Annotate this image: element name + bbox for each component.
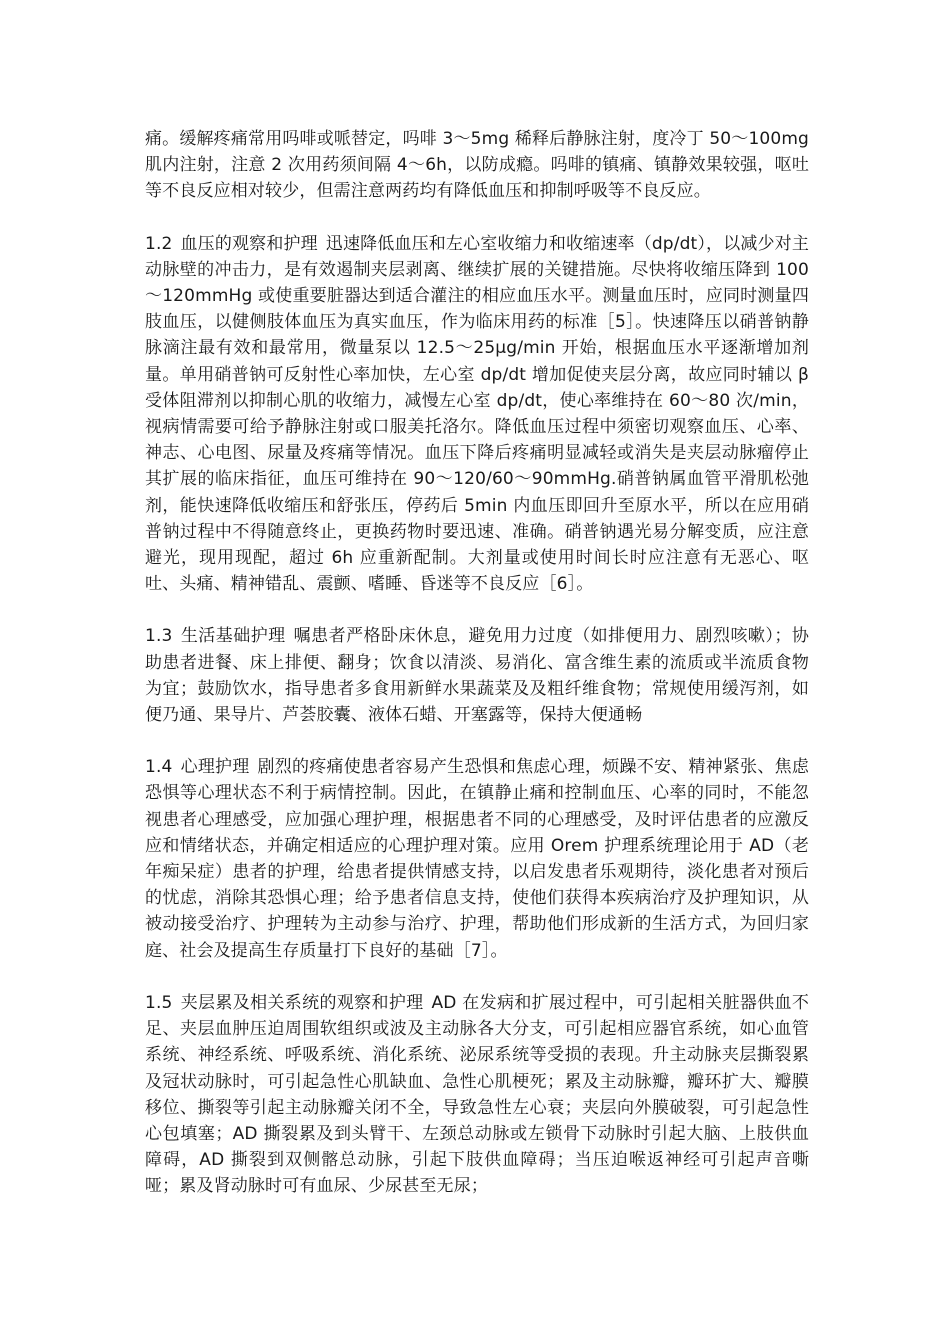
paragraph-pain-relief: [145, 126, 809, 205]
paragraph-body: 痛。缓解疼痛常用吗啡或哌替定，吗啡 3～5mg 稀释后静脉注射，度冷丁 50～100mg 肌内注射，注意 2 次用药须间隔 4～6h，以防成瘾。吗啡的镇痛、镇静效果较强，呕吐等不良反应相对较少，但需注意两药均有降低血压和抑制呼吸等不良反应。: [145, 129, 809, 202]
section-number: 1.4: [145, 757, 173, 778]
paragraph-body: 嘱患者严格卧床休息，避免用力过度（如排便用力、剧烈咳嗽）；协助患者进餐、床上排便、翻身；饮食以清淡、易消化、富含维生素的流质或半流质食物为宜；鼓励饮水，指导患者多食用新鲜水果蔬菜及及粗纤维食物；常规使用缓泻剂，如便乃通、果导片、芦荟胶囊、液体石蜡、开塞露等，保持大便通畅: [145, 626, 809, 726]
section-1-2-blood-pressure: [145, 231, 809, 598]
section-title: 心理护理: [180, 757, 250, 778]
section-number: 1.2: [145, 233, 173, 254]
document-body: [145, 126, 809, 1226]
section-title: 生活基础护理: [180, 626, 286, 647]
section-title: 夹层累及相关系统的观察和护理: [180, 992, 424, 1013]
section-1-4-psychological-care: [145, 754, 809, 964]
paragraph-body: 迅速降低血压和左心室收缩力和收缩速率（dp/dt），以减少对主动脉壁的冲击力，是有效遏制夹层剥离、继续扩展的关键措施。尽快将收缩压降到 100～120mmHg 或使重要脏器达到适合灌注的相应血压水平。测量血压时，应同时测量四肢血压，以健侧肢体血压为真实血压，作为临床用药的标准［5］。快速降压以硝普钠静脉滴注最有效和最常用，微量泵以 12.5～25μg/min 开始，根据血压水平逐渐增加剂量。单用硝普钠可反射性心率加快，左心室 dp/dt 增加促使夹层分离，故应同时辅以 β 受体阻滞剂以抑制心肌的收缩力，减慢左心室 dp/dt，使心率维持在 60～80 次/min，视病情需要可给予静脉注射或口服美托洛尔。降低血压过程中须密切观察血压、心率、神志、心电图、尿量及疼痛等情况。血压下降后疼痛明显减轻或消失是夹层动脉瘤停止其扩展的临床指征，血压可维持在 90～120/60～90mmHg.硝普钠属血管平滑肌松弛剂，能快速降低收缩压和舒张压，停药后 5min 内血压即回升至原水平，所以在应用硝普钠过程中不得随意终止，更换药物时要迅速、准确。硝普钠遇光易分解变质，应注意避光，现用现配，超过 6h 应重新配制。大剂量或使用时间长时应注意有无恶心、呕吐、头痛、精神错乱、震颤、嗜睡、昏迷等不良反应［6］。: [145, 233, 809, 595]
section-number: 1.3: [145, 626, 173, 647]
section-title: 血压的观察和护理: [180, 233, 318, 254]
section-1-5-system-observation: [145, 990, 809, 1200]
section-1-3-basic-care: [145, 623, 809, 728]
paragraph-body: 剧烈的疼痛使患者容易产生恐惧和焦虑心理，烦躁不安、精神紧张、焦虑恐惧等心理状态不利于病情控制。因此，在镇静止痛和控制血压、心率的同时，不能忽视患者心理感受，应加强心理护理，根据患者不同的心理感受，及时评估患者的应激反应和情绪状态，并确定相适应的心理护理对策。应用 Orem 护理系统理论用于 AD（老年痴呆症）患者的护理，给患者提供情感支持，以启发患者乐观期待，淡化患者对预后的忧虑，消除其恐惧心理；给予患者信息支持，使他们获得本疾病治疗及护理知识，从被动接受治疗、护理转为主动参与治疗、护理，帮助他们形成新的生活方式，为回归家庭、社会及提高生存质量打下良好的基础［7］。: [145, 757, 809, 961]
paragraph-body: AD 在发病和扩展过程中，可引起相关脏器供血不足、夹层血肿压迫周围软组织或波及主动脉各大分支，可引起相应器官系统，如心血管系统、神经系统、呼吸系统、消化系统、泌尿系统等受损的表现。升主动脉夹层撕裂累及冠状动脉时，可引起急性心肌缺血、急性心肌梗死；累及主动脉瓣，瓣环扩大、瓣膜移位、撕裂等引起主动脉瓣关闭不全，导致急性左心衰；夹层向外膜破裂，可引起急性心包填塞；AD 撕裂累及到头臂干、左颈总动脉或左锁骨下动脉时引起大脑、上肢供血障碍，AD 撕裂到双侧髂总动脉，引起下肢供血障碍；当压迫喉返神经可引起声音嘶哑；累及肾动脉时可有血尿、少尿甚至无尿；: [145, 992, 809, 1197]
section-number: 1.5: [145, 992, 173, 1013]
